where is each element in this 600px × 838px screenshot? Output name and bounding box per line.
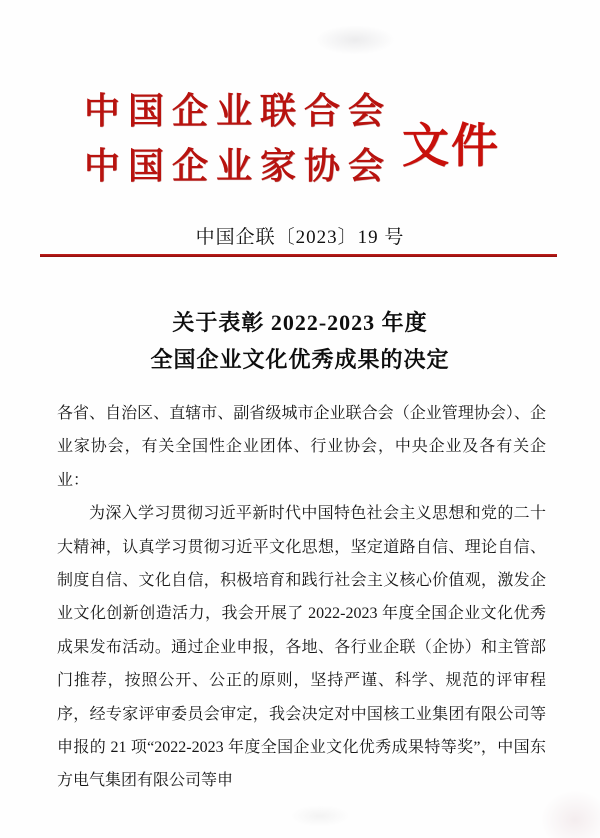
red-separator-line (40, 254, 557, 257)
letterhead (0, 0, 600, 194)
scan-smudge (290, 805, 350, 827)
document-title (0, 304, 600, 378)
org-name-line1: 中国企业联合会 (84, 91, 393, 131)
document-number: 中国企联〔2023〕19 号 (195, 227, 405, 248)
document-type-label: 文件 (402, 120, 501, 173)
org-name-line2: 中国企业家协会 (84, 146, 393, 186)
issuing-organizations (84, 84, 392, 194)
scan-smudge (540, 790, 600, 838)
title-line1: 关于表彰 2022-2023 年度 (172, 310, 428, 335)
main-paragraph: 为深入学习贯彻习近平新时代中国特色社会主义思想和党的二十大精神，认真学习贯彻习近平文化思想，坚定道路自信、理论自信、制度自信、文化自信，积极培育和践行社会主义核心价值观，激发企业文化创新创造活力，我会开展了 2022-2023 年度全国企业文化优秀成果发布活动。通过企业申报，各地、各行业企联（企协）和主管部门推荐，按照公开、公正的原则，坚持严谨、科学、规范的评审程序，经专家评审委员会审定，我会决定对中国核工业集团有限公司等申报的 21 项“2022-2023 年度全国企业文化优秀成果特等奖”，中国东方电气集团有限公司等申 (57, 505, 546, 790)
document-body (57, 397, 546, 798)
title-line2: 全国企业文化优秀成果的决定 (150, 347, 450, 372)
salutation-paragraph: 各省、自治区、直辖市、副省级城市企业联合会（企业管理协会）、企业家协会，有关全国性企业团体、行业协会，中央企业及各有关企业： (57, 405, 546, 489)
